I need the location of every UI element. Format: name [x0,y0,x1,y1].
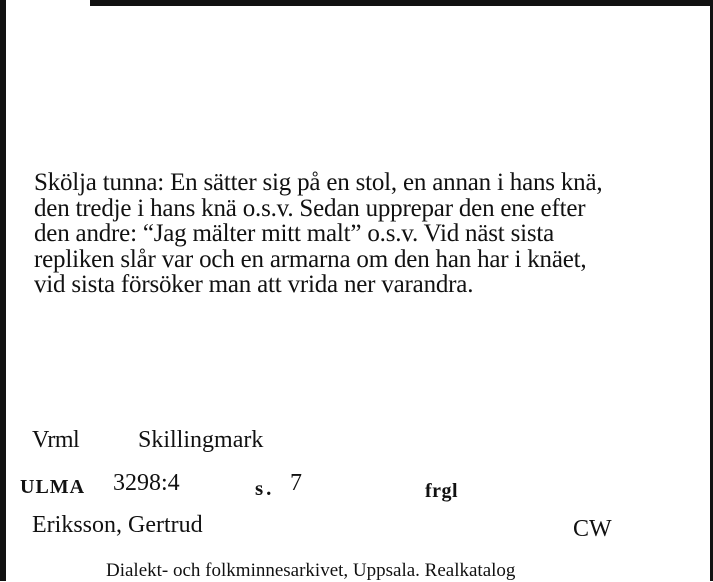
body-line: den tredje i hans knä o.s.v. Sedan upprepar den ene efter [34,194,586,222]
archive-label: ULMA [20,476,86,498]
recorder-initials: CW [573,516,612,542]
card-body-text [34,170,684,298]
collector-name: Eriksson, Gertrud [32,512,203,538]
body-line: repliken slår var och en armarna om den han har i knäet, [34,245,587,273]
body-line: Skölja tunna: En sätter sig på en stol, en annan i hans knä, [34,169,603,196]
accession-number: 3298:4 [113,470,180,496]
page-label: s. [255,476,275,500]
parish-label: Skillingmark [138,427,264,453]
card-top-border [90,0,713,6]
page-number: 7 [290,470,302,496]
body-line: den andre: “Jag mälter mitt malt” o.s.v. Vid näst sista [34,220,555,247]
province-label: Vrml [32,427,80,453]
card-left-border [0,0,6,581]
body-line: vid sista försöker man att vrida ner varandra. [34,271,474,298]
category-code: frgl [425,480,459,502]
archive-footer: Dialekt- och folkminnesarkivet, Uppsala. Realkatalog [106,560,516,581]
